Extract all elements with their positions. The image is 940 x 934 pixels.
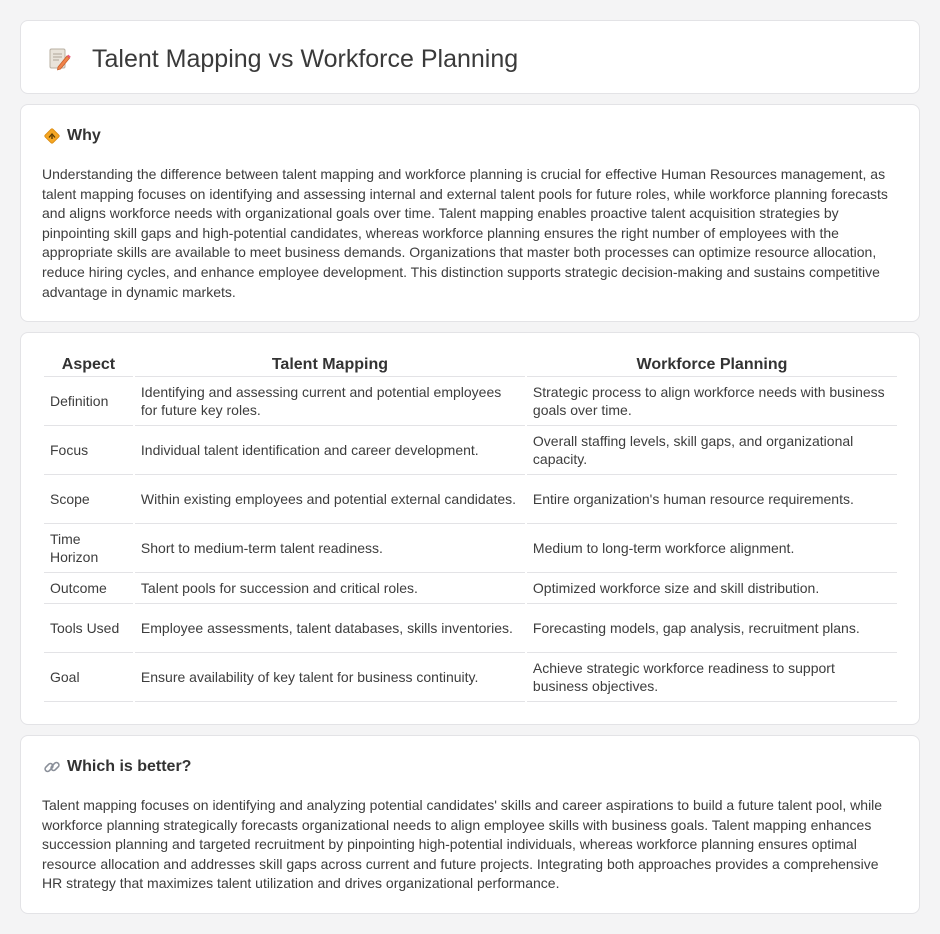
table-header-row (44, 354, 897, 377)
aspect-cell: Focus (44, 426, 133, 475)
talent-mapping-cell: Individual talent identification and career development. (135, 426, 525, 475)
talent-mapping-cell: Ensure availability of key talent for business continuity. (135, 653, 525, 702)
aspect-cell: Scope (44, 475, 133, 524)
talent-mapping-cell: Short to medium-term talent readiness. (135, 524, 525, 573)
aspect-cell: Time Horizon (44, 524, 133, 573)
link-icon (43, 758, 61, 776)
table-row (44, 573, 897, 604)
road-sign-icon (43, 127, 61, 145)
talent-mapping-cell: Within existing employees and potential external candidates. (135, 475, 525, 524)
comparison-section (20, 332, 920, 725)
table-row (44, 475, 897, 524)
workforce-planning-cell: Strategic process to align workforce needs with business goals over time. (527, 377, 897, 426)
workforce-planning-cell: Forecasting models, gap analysis, recruitment plans. (527, 604, 897, 653)
why-title: Why (67, 127, 101, 144)
why-section (20, 104, 920, 322)
better-title: Which is better? (67, 758, 192, 775)
workforce-planning-cell: Medium to long-term workforce alignment. (527, 524, 897, 573)
header-aspect: Aspect (44, 354, 133, 377)
talent-mapping-cell: Identifying and assessing current and potential employees for future key roles. (135, 377, 525, 426)
talent-mapping-cell: Talent pools for succession and critical roles. (135, 573, 525, 604)
comparison-table (42, 354, 899, 702)
which-is-better-section (20, 735, 920, 914)
workforce-planning-cell: Overall staffing levels, skill gaps, and organizational capacity. (527, 426, 897, 475)
table-row (44, 426, 897, 475)
aspect-cell: Outcome (44, 573, 133, 604)
header-workforce-planning: Workforce Planning (527, 354, 897, 377)
header-card (20, 20, 920, 94)
table-row (44, 377, 897, 426)
workforce-planning-cell: Optimized workforce size and skill distribution. (527, 573, 897, 604)
workforce-planning-cell: Achieve strategic workforce readiness to support business objectives. (527, 653, 897, 702)
better-heading (43, 758, 191, 776)
table-row (44, 524, 897, 573)
document-pencil-icon (47, 47, 71, 71)
aspect-cell: Goal (44, 653, 133, 702)
why-text: Understanding the difference between talent mapping and workforce planning is crucial for effective Human Resources management, as talent mapping focuses on identifying and assessing internal and external talent pools for future roles, while workforce planning forecasts and aligns workforce needs with organizational goals over time. Talent mapping enables proactive talent acquisition strategies by pinpointing skill gaps and high-potential candidates, whereas workforce planning ensures the right number of employees with the appropriate skills are available to meet business demands. Organizations that master both processes can optimize resource allocation, reduce hiring cycles, and enhance employee development. This distinction supports strategic decision-making and sustains competitive advantage in dynamic markets. (42, 166, 888, 300)
table-row (44, 604, 897, 653)
talent-mapping-cell: Employee assessments, talent databases, skills inventories. (135, 604, 525, 653)
header-talent-mapping: Talent Mapping (135, 354, 525, 377)
workforce-planning-cell: Entire organization's human resource requirements. (527, 475, 897, 524)
table-row (44, 653, 897, 702)
page-title: Talent Mapping vs Workforce Planning (92, 45, 519, 73)
aspect-cell: Tools Used (44, 604, 133, 653)
better-text: Talent mapping focuses on identifying and analyzing potential candidates' skills and career aspirations to build a future talent pool, while workforce planning strategically forecasts organizational needs to align employee skills with business goals. Talent mapping enhances succession planning and targeted recruitment by pinpointing high-potential individuals, whereas workforce planning ensures optimal resource allocation and addresses skill gaps across current and future projects. Integrating both approaches provides a comprehensive HR strategy that maximizes talent utilization and drives organizational performance. (42, 797, 883, 892)
why-heading (43, 127, 101, 145)
aspect-cell: Definition (44, 377, 133, 426)
